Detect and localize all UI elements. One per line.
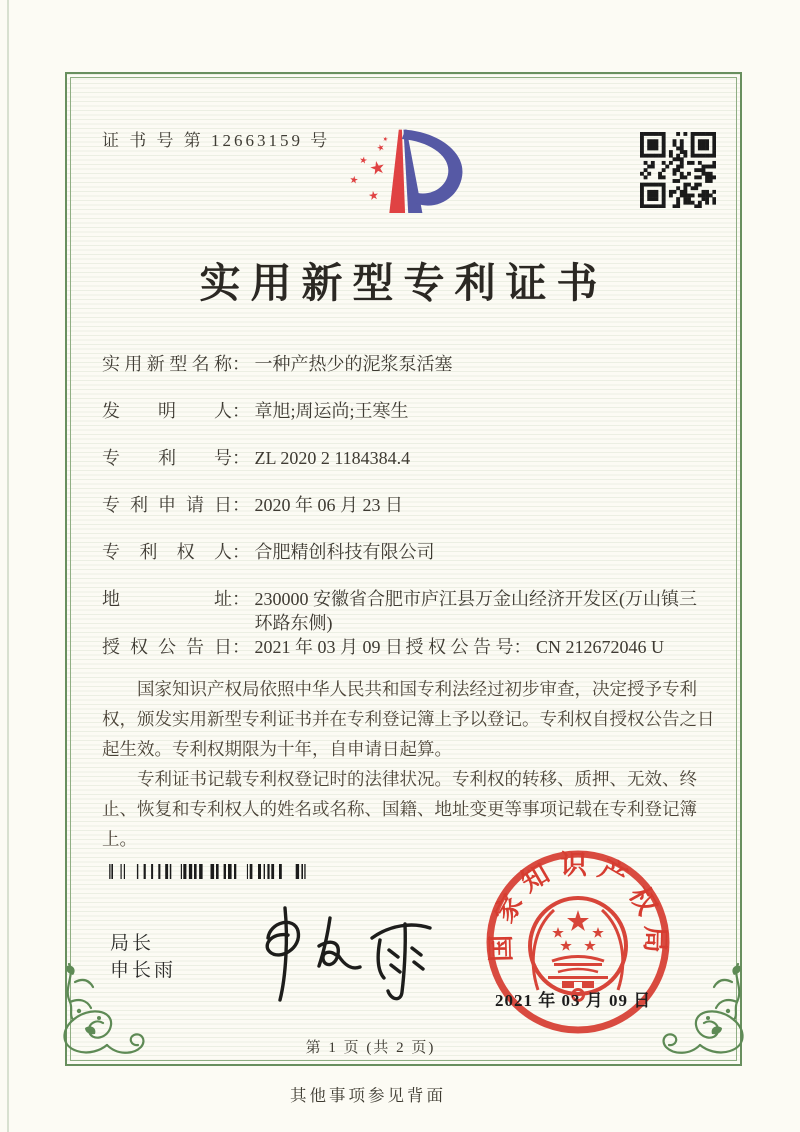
certificate-fields (102, 352, 722, 682)
field-value: ZL 2020 2 1184384.4 (254, 448, 411, 468)
field-label: 专利申请日 (102, 495, 232, 515)
certificate-title: 实用新型专利证书 (199, 260, 608, 306)
scan-page-edge (7, 0, 9, 1132)
field-value: CN 212672046 U (536, 637, 665, 657)
svg-text:国家知识产权局 (486, 850, 671, 962)
field-value: 章旭;周运尚;王寒生 (254, 401, 409, 421)
legal-paragraph-2: 专利证书记载专利权登记时的法律状况。专利权的转移、质押、无效、终止、恢复和专利权人的姓名或名称、国籍、地址变更等事项记载在专利登记簿上。 (102, 769, 697, 849)
corner-ornament-left-icon (55, 962, 159, 1068)
certificate-frame (65, 72, 742, 1066)
corner-ornament-right-icon (648, 962, 752, 1068)
field-label: 地址 (102, 589, 232, 609)
field-value: 合肥精创科技有限公司 (254, 542, 435, 562)
field-row-address: 地址： 230000 安徽省合肥市庐江县万金山经济开发区(万山镇三环路东侧) (102, 587, 722, 635)
issuer-name: 申长雨 (110, 960, 177, 981)
field-label: 专利号 (102, 448, 232, 468)
field-value: 一种产热少的泥浆泵活塞 (254, 354, 453, 374)
legal-statement (102, 674, 716, 854)
field-row-name: 实用新型名称： 一种产热少的泥浆泵活塞 (102, 354, 453, 374)
field-row-patentee: 专利权人： 合肥精创科技有限公司 (102, 542, 435, 562)
field-value: 2021 年 03 月 09 日 (254, 637, 403, 657)
field-value: 2020 年 06 月 23 日 (254, 495, 403, 515)
field-row-filing-date: 专利申请日： 2020 年 06 月 23 日 (102, 495, 403, 515)
legal-paragraph-1: 国家知识产权局依照中华人民共和国专利法经过初步审查，决定授予专利权，颁发实用新型专利证书并在专利登记簿上予以登记。专利权自授权公告之日起生效。专利权期限为十年，自申请日起算。 (102, 679, 715, 759)
barcode-icon (107, 864, 313, 879)
back-note: 其他事项参见背面 (290, 1086, 446, 1105)
certificate-number: 证 书 号 第 12663159 号 (102, 131, 331, 150)
director-signature-icon (235, 898, 445, 1008)
issuer-title: 局长 (110, 933, 155, 954)
field-label: 实用新型名称 (102, 354, 232, 374)
seal-agency-text: 国家知识产权局 (485, 850, 671, 963)
page-indicator: 第 1 页 (共 2 页) (305, 1040, 436, 1056)
field-label: 授权公告号 (405, 637, 514, 657)
seal-date: 2021 年 03 月 09 日 (495, 991, 652, 1010)
field-label: 授权公告日 (102, 637, 232, 657)
field-row-patent-number: 专利号： ZL 2020 2 1184384.4 (102, 448, 411, 468)
field-row-grant: 授权公告日： 2021 年 03 月 09 日 授权公告号： CN 212672046 U (102, 637, 665, 657)
field-label: 发明人 (102, 401, 232, 421)
field-row-inventors: 发明人： 章旭;周运尚;王寒生 (102, 401, 409, 421)
qr-code-icon (640, 132, 716, 208)
field-label: 专利权人 (102, 542, 232, 562)
field-value: 230000 安徽省合肥市庐江县万金山经济开发区(万山镇三环路东侧) (254, 589, 697, 633)
cnipa-logo-icon (350, 122, 468, 219)
